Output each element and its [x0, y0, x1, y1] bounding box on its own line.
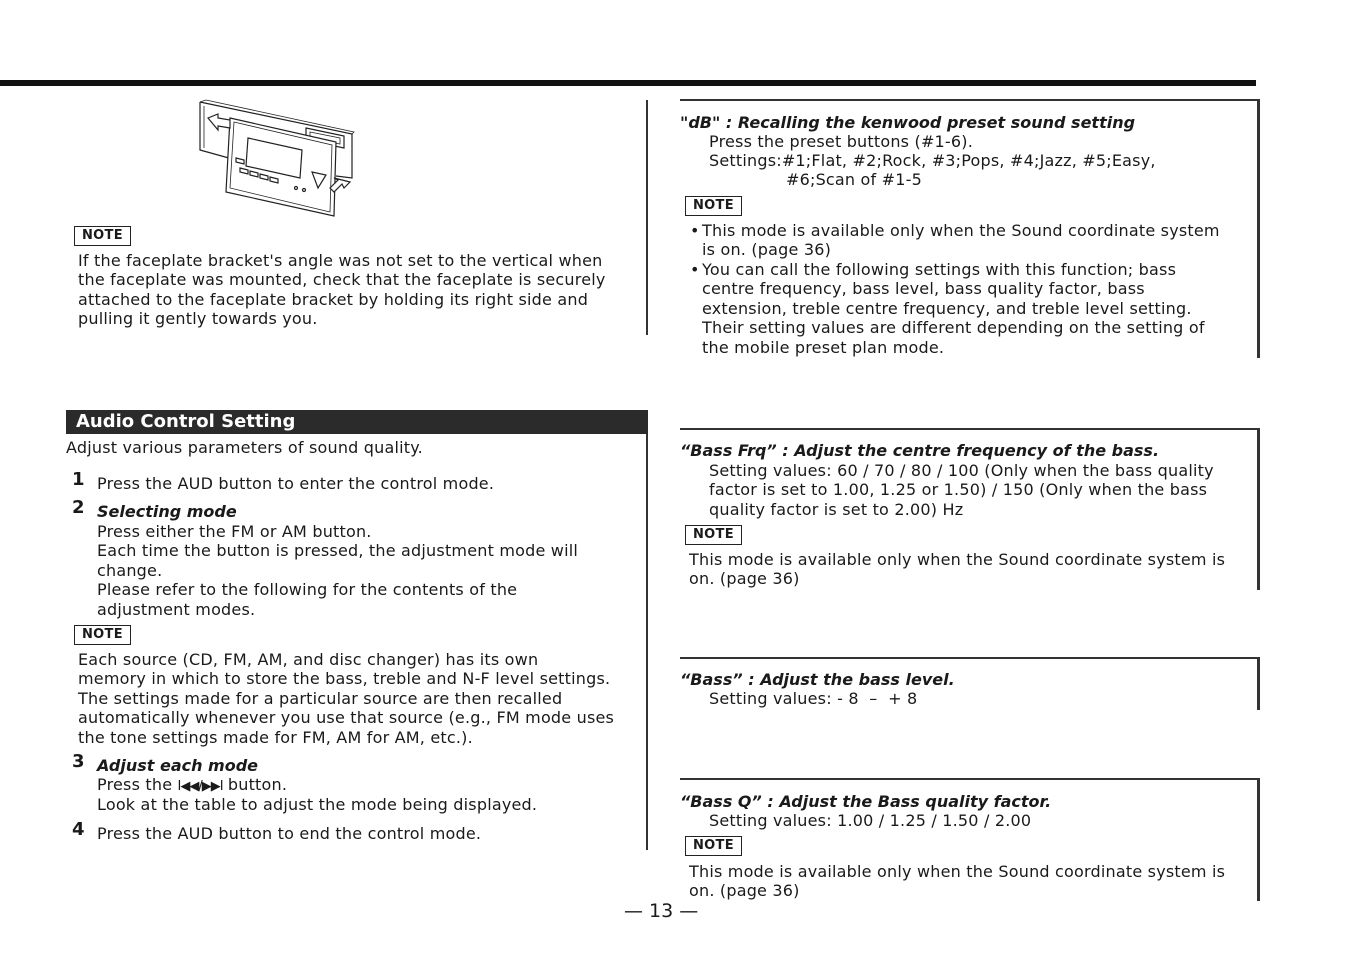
bassfrq-body: [709, 461, 1214, 519]
note-line: The settings made for a particular source are then recalled: [78, 688, 563, 708]
box-right-rule: [1257, 657, 1260, 710]
note-line: pulling it gently towards you.: [78, 309, 318, 329]
bassq-note: [689, 862, 1225, 901]
column-divider-lower: [646, 434, 648, 850]
db-bullet-1: [702, 221, 1220, 260]
db-line: #6;Scan of #1-5: [786, 170, 923, 189]
top-rule-left: [0, 80, 676, 86]
note-faceplate-text: [78, 251, 606, 329]
skip-buttons-symbol: I◀◀/▶▶I: [177, 779, 223, 794]
bullet-line: extension, treble centre frequency, and treble level setting.: [702, 298, 1192, 318]
note-line: memory in which to store the bass, treble and N-F level settings.: [78, 669, 611, 689]
step-line: Each time the button is pressed, the adjustment mode will: [97, 541, 579, 561]
box-top-rule: [680, 778, 1260, 780]
step-line: Please refer to the following for the contents of the: [97, 580, 518, 600]
step-number: 3: [72, 751, 85, 772]
bullet-line: You can call the following settings with this function; bass: [702, 260, 1177, 279]
note-line: If the faceplate bracket's angle was not set to the vertical when: [78, 251, 603, 270]
note-line: the faceplate was mounted, check that the faceplate is securely: [78, 270, 606, 290]
note-line: This mode is available only when the Sound coordinate system is: [689, 862, 1226, 881]
page-number: — 13 —: [624, 900, 699, 922]
section-intro: Adjust various parameters of sound quality.: [66, 438, 423, 457]
faceplate-illustration: [196, 98, 358, 218]
box-top-rule: [680, 99, 1260, 101]
step-line: change.: [97, 560, 163, 580]
bassfrq-line: quality factor is set to 2.00) Hz: [709, 499, 964, 519]
column-divider-upper: [646, 100, 648, 335]
step-line: [97, 775, 287, 796]
bass-title: “Bass” : Adjust the bass level.: [680, 670, 955, 689]
top-rule-right: [676, 80, 1256, 86]
box-right-rule: [1257, 99, 1260, 358]
step-line: Look at the table to adjust the mode being displayed.: [97, 795, 538, 814]
step-number: 2: [72, 497, 85, 518]
bassfrq-line: factor is set to 1.00, 1.25 or 1.50) / 150 (Only when the bass: [709, 480, 1208, 500]
bullet-dot: •: [690, 221, 700, 240]
db-bullet-2: [702, 260, 1205, 357]
note-line: attached to the faceplate bracket by holding its right side and: [78, 289, 589, 309]
db-line: Press the preset buttons (#1-6).: [709, 132, 974, 151]
note-line: on. (page 36): [689, 569, 800, 589]
bullet-line: is on. (page 36): [702, 240, 832, 260]
note-line: automatically whenever you use that source (e.g., FM mode uses: [78, 708, 615, 728]
step-line-pre: Press the: [97, 775, 178, 794]
bassq-title: “Bass Q” : Adjust the Bass quality factor.: [680, 792, 1052, 811]
note-line: the tone settings made for FM, AM for AM, etc.).: [78, 727, 473, 747]
note-badge: NOTE: [74, 625, 131, 645]
step-text: Press the AUD button to end the control mode.: [97, 824, 482, 843]
step-title: Adjust each mode: [97, 756, 259, 775]
bass-line: Setting values: - 8 – + 8: [709, 689, 918, 708]
note-badge: NOTE: [685, 836, 742, 856]
note-line: on. (page 36): [689, 881, 800, 901]
bullet-line: centre frequency, bass level, bass quality factor, bass: [702, 279, 1145, 299]
box-top-rule: [680, 657, 1260, 659]
step-text: Press the AUD button to enter the control mode.: [97, 474, 495, 493]
db-title: "dB" : Recalling the kenwood preset sound setting: [680, 113, 1136, 132]
step-body: [97, 522, 578, 619]
note-badge: NOTE: [74, 226, 131, 246]
bassq-line: Setting values: 1.00 / 1.25 / 1.50 / 2.00: [709, 811, 1032, 830]
box-right-rule: [1257, 778, 1260, 901]
step-line: adjustment modes.: [97, 599, 256, 619]
bullet-line: Their setting values are different depending on the setting of: [702, 318, 1205, 338]
note-badge: NOTE: [685, 525, 742, 545]
step-title: Selecting mode: [97, 502, 237, 521]
box-top-rule: [680, 428, 1260, 430]
bassfrq-title: “Bass Frq” : Adjust the centre frequency of the bass.: [680, 441, 1160, 460]
step-number: 1: [72, 469, 85, 490]
bassfrq-line: Setting values: 60 / 70 / 80 / 100 (Only when the bass quality: [709, 461, 1214, 480]
bullet-dot: •: [690, 260, 700, 279]
step-line: Press either the FM or AM button.: [97, 522, 372, 541]
bullet-line: This mode is available only when the Sound coordinate system: [702, 221, 1220, 240]
db-line: Settings:#1;Flat, #2;Rock, #3;Pops, #4;Jazz, #5;Easy,: [709, 151, 1156, 170]
step-number: 4: [72, 819, 85, 840]
bassfrq-note: [689, 550, 1225, 589]
note-line: Each source (CD, FM, AM, and disc changer) has its own: [78, 650, 539, 669]
box-right-rule: [1257, 428, 1260, 590]
bullet-line: the mobile preset plan mode.: [702, 337, 945, 357]
note-source-memory-text: [78, 650, 614, 747]
note-line: This mode is available only when the Sound coordinate system is: [689, 550, 1226, 569]
note-badge: NOTE: [685, 196, 742, 216]
step-line-post: button.: [222, 775, 288, 794]
section-heading: Audio Control Setting: [66, 410, 648, 434]
